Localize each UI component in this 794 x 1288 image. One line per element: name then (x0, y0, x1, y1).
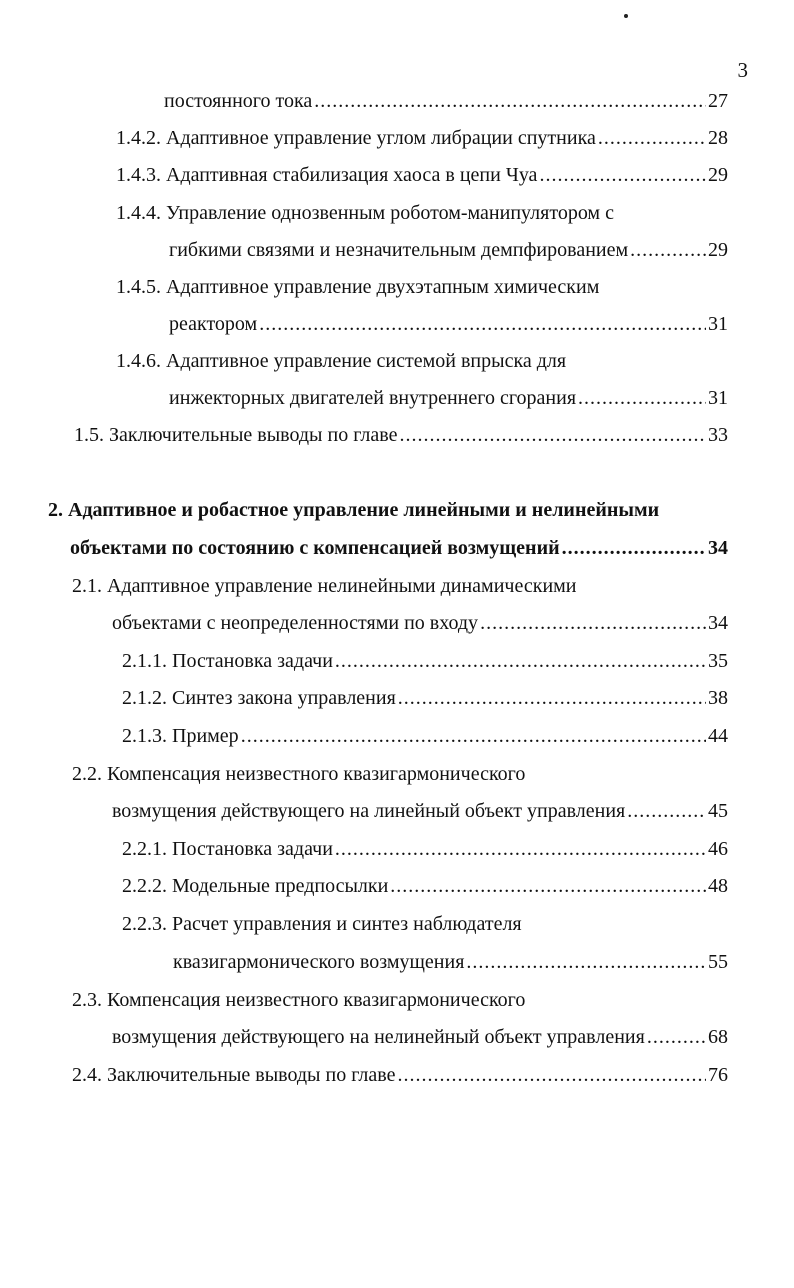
toc-entry-text: возмущения действующего на нелинейный объект управления (112, 1026, 645, 1048)
toc-entry-2-2-2 (122, 873, 728, 899)
toc-entry-page: 34 (708, 537, 728, 559)
toc-entry-page: 46 (708, 838, 728, 860)
dot-leader (259, 311, 706, 337)
toc-entry-page: 29 (708, 164, 728, 186)
toc-entry-1-4-5-line1: 1.4.5. Адаптивное управление двухэтапным химическим (116, 276, 600, 298)
toc-entry-text: 2.4. Заключительные выводы по главе (72, 1064, 396, 1086)
toc-entry-text: квазигармонического возмущения (173, 951, 465, 973)
toc-entry-2-3 (112, 1024, 728, 1050)
toc-entry-2-2-3-line1: 2.2.3. Расчет управления и синтез наблюдателя (122, 913, 522, 935)
dot-leader (480, 610, 706, 636)
dot-leader (314, 88, 706, 114)
dot-leader (390, 873, 706, 899)
toc-entry-2-2-line1: 2.2. Компенсация неизвестного квазигармонического (72, 763, 526, 785)
toc-entry-2-1-2 (122, 685, 728, 711)
toc-entry-2-3-line1: 2.3. Компенсация неизвестного квазигармонического (72, 989, 526, 1011)
toc-entry-text: постоянного тока (164, 90, 313, 112)
dot-leader (562, 535, 706, 561)
dot-leader (598, 125, 706, 151)
toc-chapter-2-line1: 2. Адаптивное и робастное управление линейными и нелинейными (48, 499, 660, 521)
toc-entry-page: 33 (708, 424, 728, 446)
toc-entry-cont-dc (164, 88, 728, 114)
toc-entry-page: 34 (708, 612, 728, 634)
toc-entry-text: возмущения действующего на линейный объект управления (112, 800, 626, 822)
toc-entry-page: 48 (708, 875, 728, 897)
toc-entry-text: гибкими связями и незначительным демпфированием (169, 239, 629, 261)
toc-entry-2-1-line1: 2.1. Адаптивное управление нелинейными динамическими (72, 575, 577, 597)
toc-entry-1-4-3 (116, 162, 728, 188)
toc-entry-page: 29 (708, 239, 728, 261)
toc-entry-page: 27 (708, 90, 728, 112)
toc-entry-page: 76 (708, 1064, 728, 1086)
toc-entry-1-4-4 (169, 237, 728, 263)
toc-entry-2-1-1 (122, 648, 728, 674)
toc-entry-text: 2.2.2. Модельные предпосылки (122, 875, 389, 897)
toc-entry-2-1 (112, 610, 728, 636)
toc-entry-1-4-2 (116, 125, 728, 151)
toc-entry-page: 55 (708, 951, 728, 973)
dot-leader (335, 648, 706, 674)
toc-entry-text: 1.4.3. Адаптивная стабилизация хаоса в цепи Чуа (116, 164, 538, 186)
toc-entry-text: инжекторных двигателей внутреннего сгорания (169, 387, 577, 409)
scan-dot-mark (624, 14, 628, 18)
dot-leader (630, 237, 706, 263)
dot-leader (398, 685, 706, 711)
toc-entry-2-1-3 (122, 723, 728, 749)
dot-leader (578, 385, 706, 411)
toc-entry-1-4-6-line1: 1.4.6. Адаптивное управление системой впрыска для (116, 350, 567, 372)
toc-entry-page: 31 (708, 313, 728, 335)
toc-entry-text: 2.2.1. Постановка задачи (122, 838, 333, 860)
toc-entry-page: 28 (708, 127, 728, 149)
toc-entry-page: 35 (708, 650, 728, 672)
toc-entry-text: объектами с неопределенностями по входу (112, 612, 479, 634)
toc-entry-1-5 (74, 422, 728, 448)
dot-leader (335, 836, 706, 862)
toc-entry-2-2-3 (173, 949, 728, 975)
toc-entry-page: 38 (708, 687, 728, 709)
toc-entry-page: 68 (708, 1026, 728, 1048)
toc-entry-2-4 (72, 1062, 728, 1088)
toc-chapter-2 (70, 535, 728, 561)
toc-entry-text: 2.1.2. Синтез закона управления (122, 687, 396, 709)
page-number: 3 (737, 58, 748, 82)
toc-entry-text: 1.4.2. Адаптивное управление углом либрации спутника (116, 127, 596, 149)
toc-entry-1-4-4-line1: 1.4.4. Управление однозвенным роботом-манипулятором с (116, 202, 614, 224)
dot-leader (627, 798, 706, 824)
dot-leader (241, 723, 706, 749)
toc-entry-text: реактором (169, 313, 258, 335)
toc-entry-text: 2.1.1. Постановка задачи (122, 650, 333, 672)
dot-leader (647, 1024, 706, 1050)
toc-entry-1-4-5 (169, 311, 728, 337)
toc-entry-text: 2.1.3. Пример (122, 725, 239, 747)
toc-entry-page: 45 (708, 800, 728, 822)
toc-entry-page: 44 (708, 725, 728, 747)
toc-entry-2-2 (112, 798, 728, 824)
dot-leader (397, 1062, 706, 1088)
toc-entry-text: объектами по состоянию с компенсацией возмущений (70, 537, 560, 559)
dot-leader (399, 422, 706, 448)
toc-entry-text: 1.5. Заключительные выводы по главе (74, 424, 398, 446)
toc-entry-1-4-6 (169, 385, 728, 411)
toc-entry-2-2-1 (122, 836, 728, 862)
dot-leader (539, 162, 706, 188)
toc-entry-page: 31 (708, 387, 728, 409)
dot-leader (466, 949, 706, 975)
